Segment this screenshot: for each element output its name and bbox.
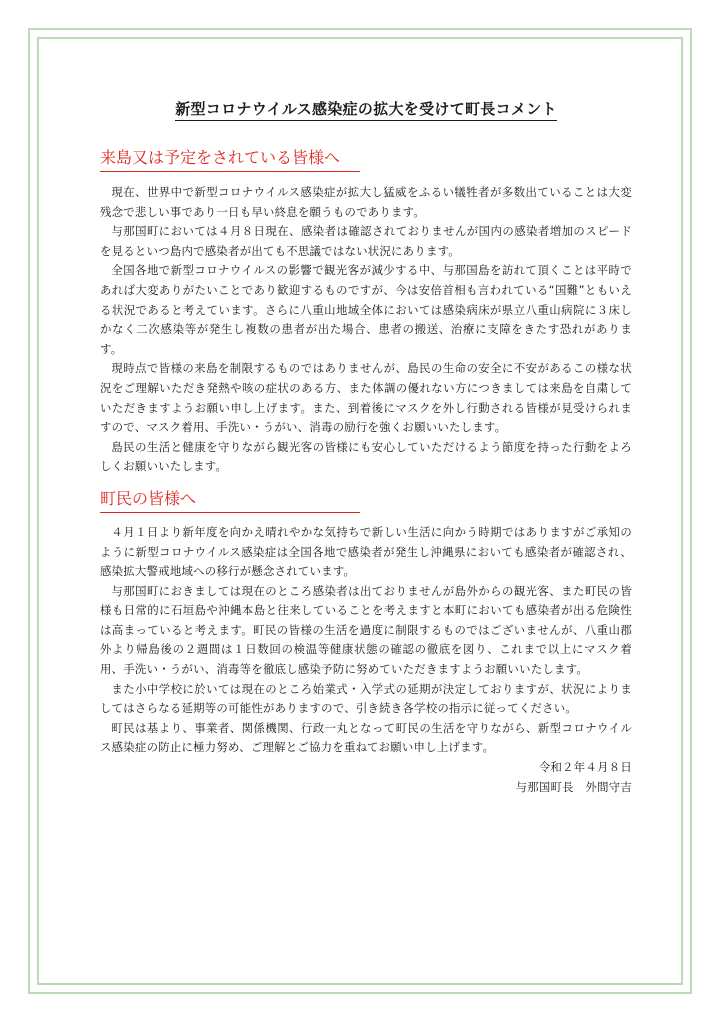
paragraph: 町民は基より、事業者、関係機関、行政一丸となって町民の生活を守りながら、新型コロナウイルス感染症の防止に極力努め、ご理解とご協力を重ねてお願い申し上げます。 bbox=[100, 720, 632, 755]
paragraph: 全国各地で新型コロナウイルスの影響で観光客が減少する中、与那国島を訪れて頂くことは平時であれば大変ありがたいことであり歓迎するものですが、今は安倍首相も言われている“国難”ともいえる状況であると考えています。さらに八重山地域全体においては感染病床が県立八重山病院に３床しかなく二次感染等が発生し複数の患者が出た場合、患者の搬送、治療に支障をきたす恐れがあります。 bbox=[100, 263, 632, 356]
paragraph: 島民の生活と健康を守りながら観光客の皆様にも安心していただけるよう節度を持った行動をよろしくお願いいたします。 bbox=[100, 439, 632, 474]
signature: 与那国町長 外間守吉 bbox=[515, 779, 632, 794]
section-visitors-body bbox=[100, 183, 632, 477]
page-title: 新型コロナウイルス感染症の拡大を受けて町長コメント bbox=[100, 98, 632, 119]
section-residents-body bbox=[100, 523, 632, 758]
paragraph: 現在、世界中で新型コロナウイルス感染症が拡大し猛威をふるい犠牲者が多数出ていることは大変残念で悲しい事であり一日も早い終息を願うものであります。 bbox=[100, 185, 632, 219]
paragraph: 与那国町においては４月８日現在、感染者は確認されておりませんが国内の感染者増加のスピードを見るといつ島内で感染者が出ても不思議ではない状況にあります。 bbox=[100, 224, 632, 258]
document-date: 令和２年４月８日 bbox=[538, 760, 632, 775]
section-heading-residents: 町民の皆様へ bbox=[100, 486, 360, 513]
paragraph: ４月１日より新年度を向かえ晴れやかな気持ちで新しい生活に向かう時期ではありますがご承知のように新型コロナウイルス感染症は全国各地で感染者が発生し沖縄県においても感染者が確認され、感染拡大警戒地域への移行が懸念されています。 bbox=[100, 524, 632, 579]
paragraph: 現時点で皆様の来島を制限するものではありませんが、島民の生命の安全に不安があるこの様な状況をご理解いただき発熱や咳の症状のある方、また体調の優れない方につきましては来島を自粛していただきますようお願い申し上げます。また、到着後にマスクを外し行動される皆様が見受けられますので、マスク着用、手洗い・うがい、消毒の励行を強くお願いいたします。 bbox=[100, 361, 632, 435]
paragraph: 与那国町におきましては現在のところ感染者は出ておりませんが島外からの観光客、また町民の皆様も日常的に石垣島や沖縄本島と往来していることを考えますと本町においても感染者が出る危険性は高まっていると考えます。町民の皆様の生活を過度に制限するものではございませんが、八重山郡外より帰島後の２週間は１日数回の検温等健康状態の確認の徹底を図り、これまで以上にマスク着用、手洗い・うがい、消毒等を徹底し感染予防に努めていただきますようお願いいたします。 bbox=[100, 583, 632, 677]
paragraph: また小中学校に於いては現在のところ始業式・入学式の延期が決定しておりますが、状況によりましてはさらなる延期等の可能性がありますので、引き続き各学校の指示に従ってください。 bbox=[100, 681, 632, 716]
document-body bbox=[100, 98, 632, 797]
section-heading-visitors: 来島又は予定をされている皆様へ bbox=[100, 145, 360, 172]
